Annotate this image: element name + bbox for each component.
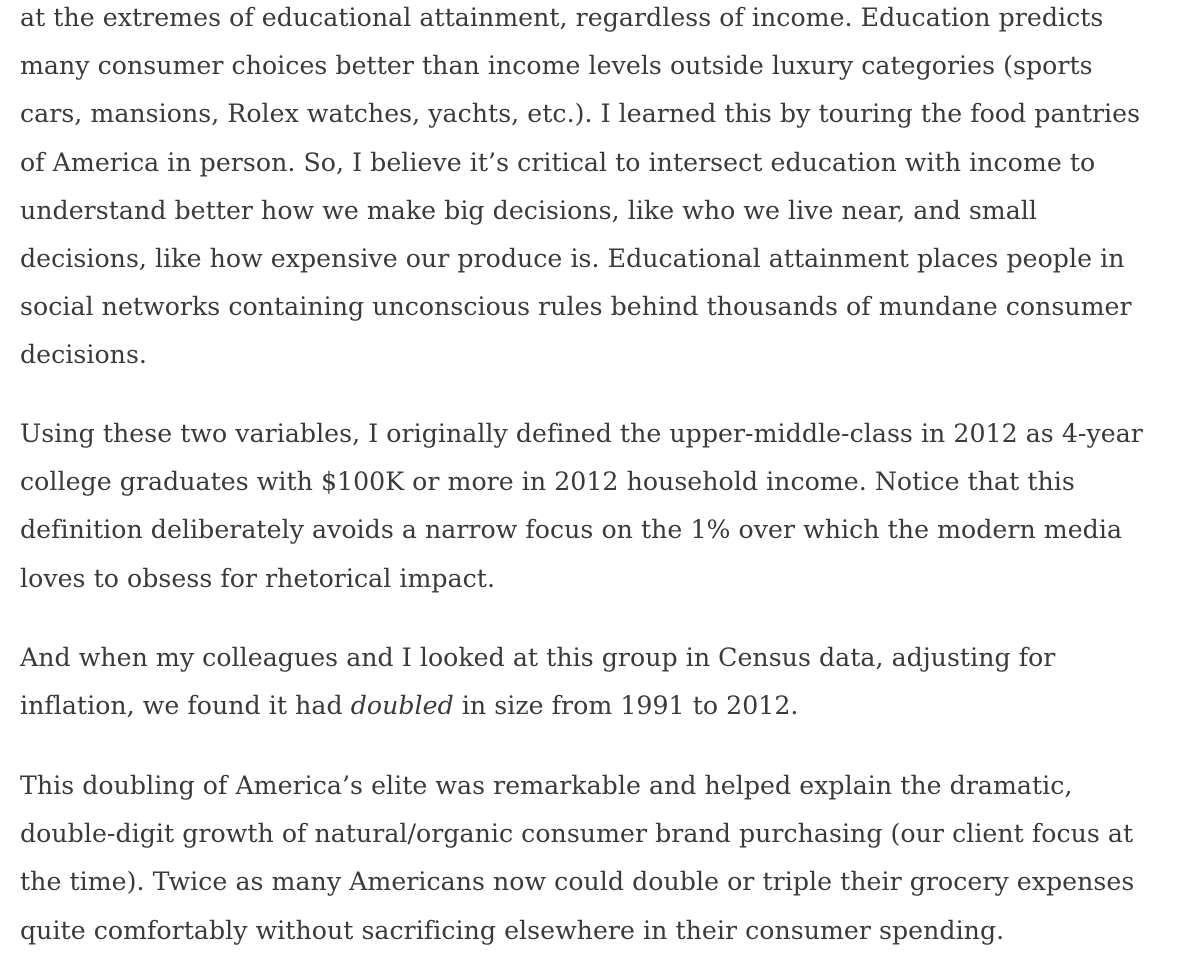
text-line: And when my colleagues and I looked at this group in Census data, adjusting for xyxy=(20,643,1056,672)
text-line xyxy=(20,682,1055,730)
text-line: loves to obsess for rhetorical impact. xyxy=(20,563,496,593)
text-line: understand better how we make big decisions, like who we live near, and small xyxy=(20,195,1038,225)
text-line: decisions. xyxy=(20,340,147,370)
paragraph-doubling-elite xyxy=(20,762,1134,955)
text-line: quite comfortably without sacrificing elsewhere in their consumer spending. xyxy=(20,915,1005,945)
text-line: cars, mansions, Rolex watches, yachts, etc.). I learned this by touring the food pantries xyxy=(20,99,1141,129)
text-line: at the extremes of educational attainment, regardless of income. Education predicts xyxy=(20,3,1104,32)
paragraph-education-predicts xyxy=(20,0,1140,380)
text-line: This doubling of America’s elite was remarkable and helped explain the dramatic, xyxy=(20,771,1073,800)
emphasis-doubled: doubled xyxy=(350,691,454,721)
text-segment: in size from 1991 to 2012. xyxy=(453,691,799,721)
text-line: college graduates with $100K or more in 2012 household income. Notice that this xyxy=(20,467,1075,497)
text-line: Using these two variables, I originally defined the upper-middle-class in 2012 as 4-year xyxy=(20,419,1143,448)
text-line: of America in person. So, I believe it’s critical to intersect education with income to xyxy=(20,147,1096,177)
text-line: definition deliberately avoids a narrow focus on the 1% over which the modern media xyxy=(20,515,1123,545)
text-line: many consumer choices better than income levels outside luxury categories (sports xyxy=(20,51,1093,81)
text-line: the time). Twice as many Americans now could double or triple their grocery expenses xyxy=(20,867,1135,897)
paragraph-upper-middle-class-definition xyxy=(20,410,1143,603)
text-segment: inflation, we found it had xyxy=(20,691,351,721)
text-line: decisions, like how expensive our produce is. Educational attainment places people in xyxy=(20,243,1125,273)
paragraph-census-data xyxy=(20,634,1055,730)
text-line: double-digit growth of natural/organic consumer brand purchasing (our client focus at xyxy=(20,819,1134,849)
text-line: social networks containing unconscious rules behind thousands of mundane consumer xyxy=(20,292,1132,322)
